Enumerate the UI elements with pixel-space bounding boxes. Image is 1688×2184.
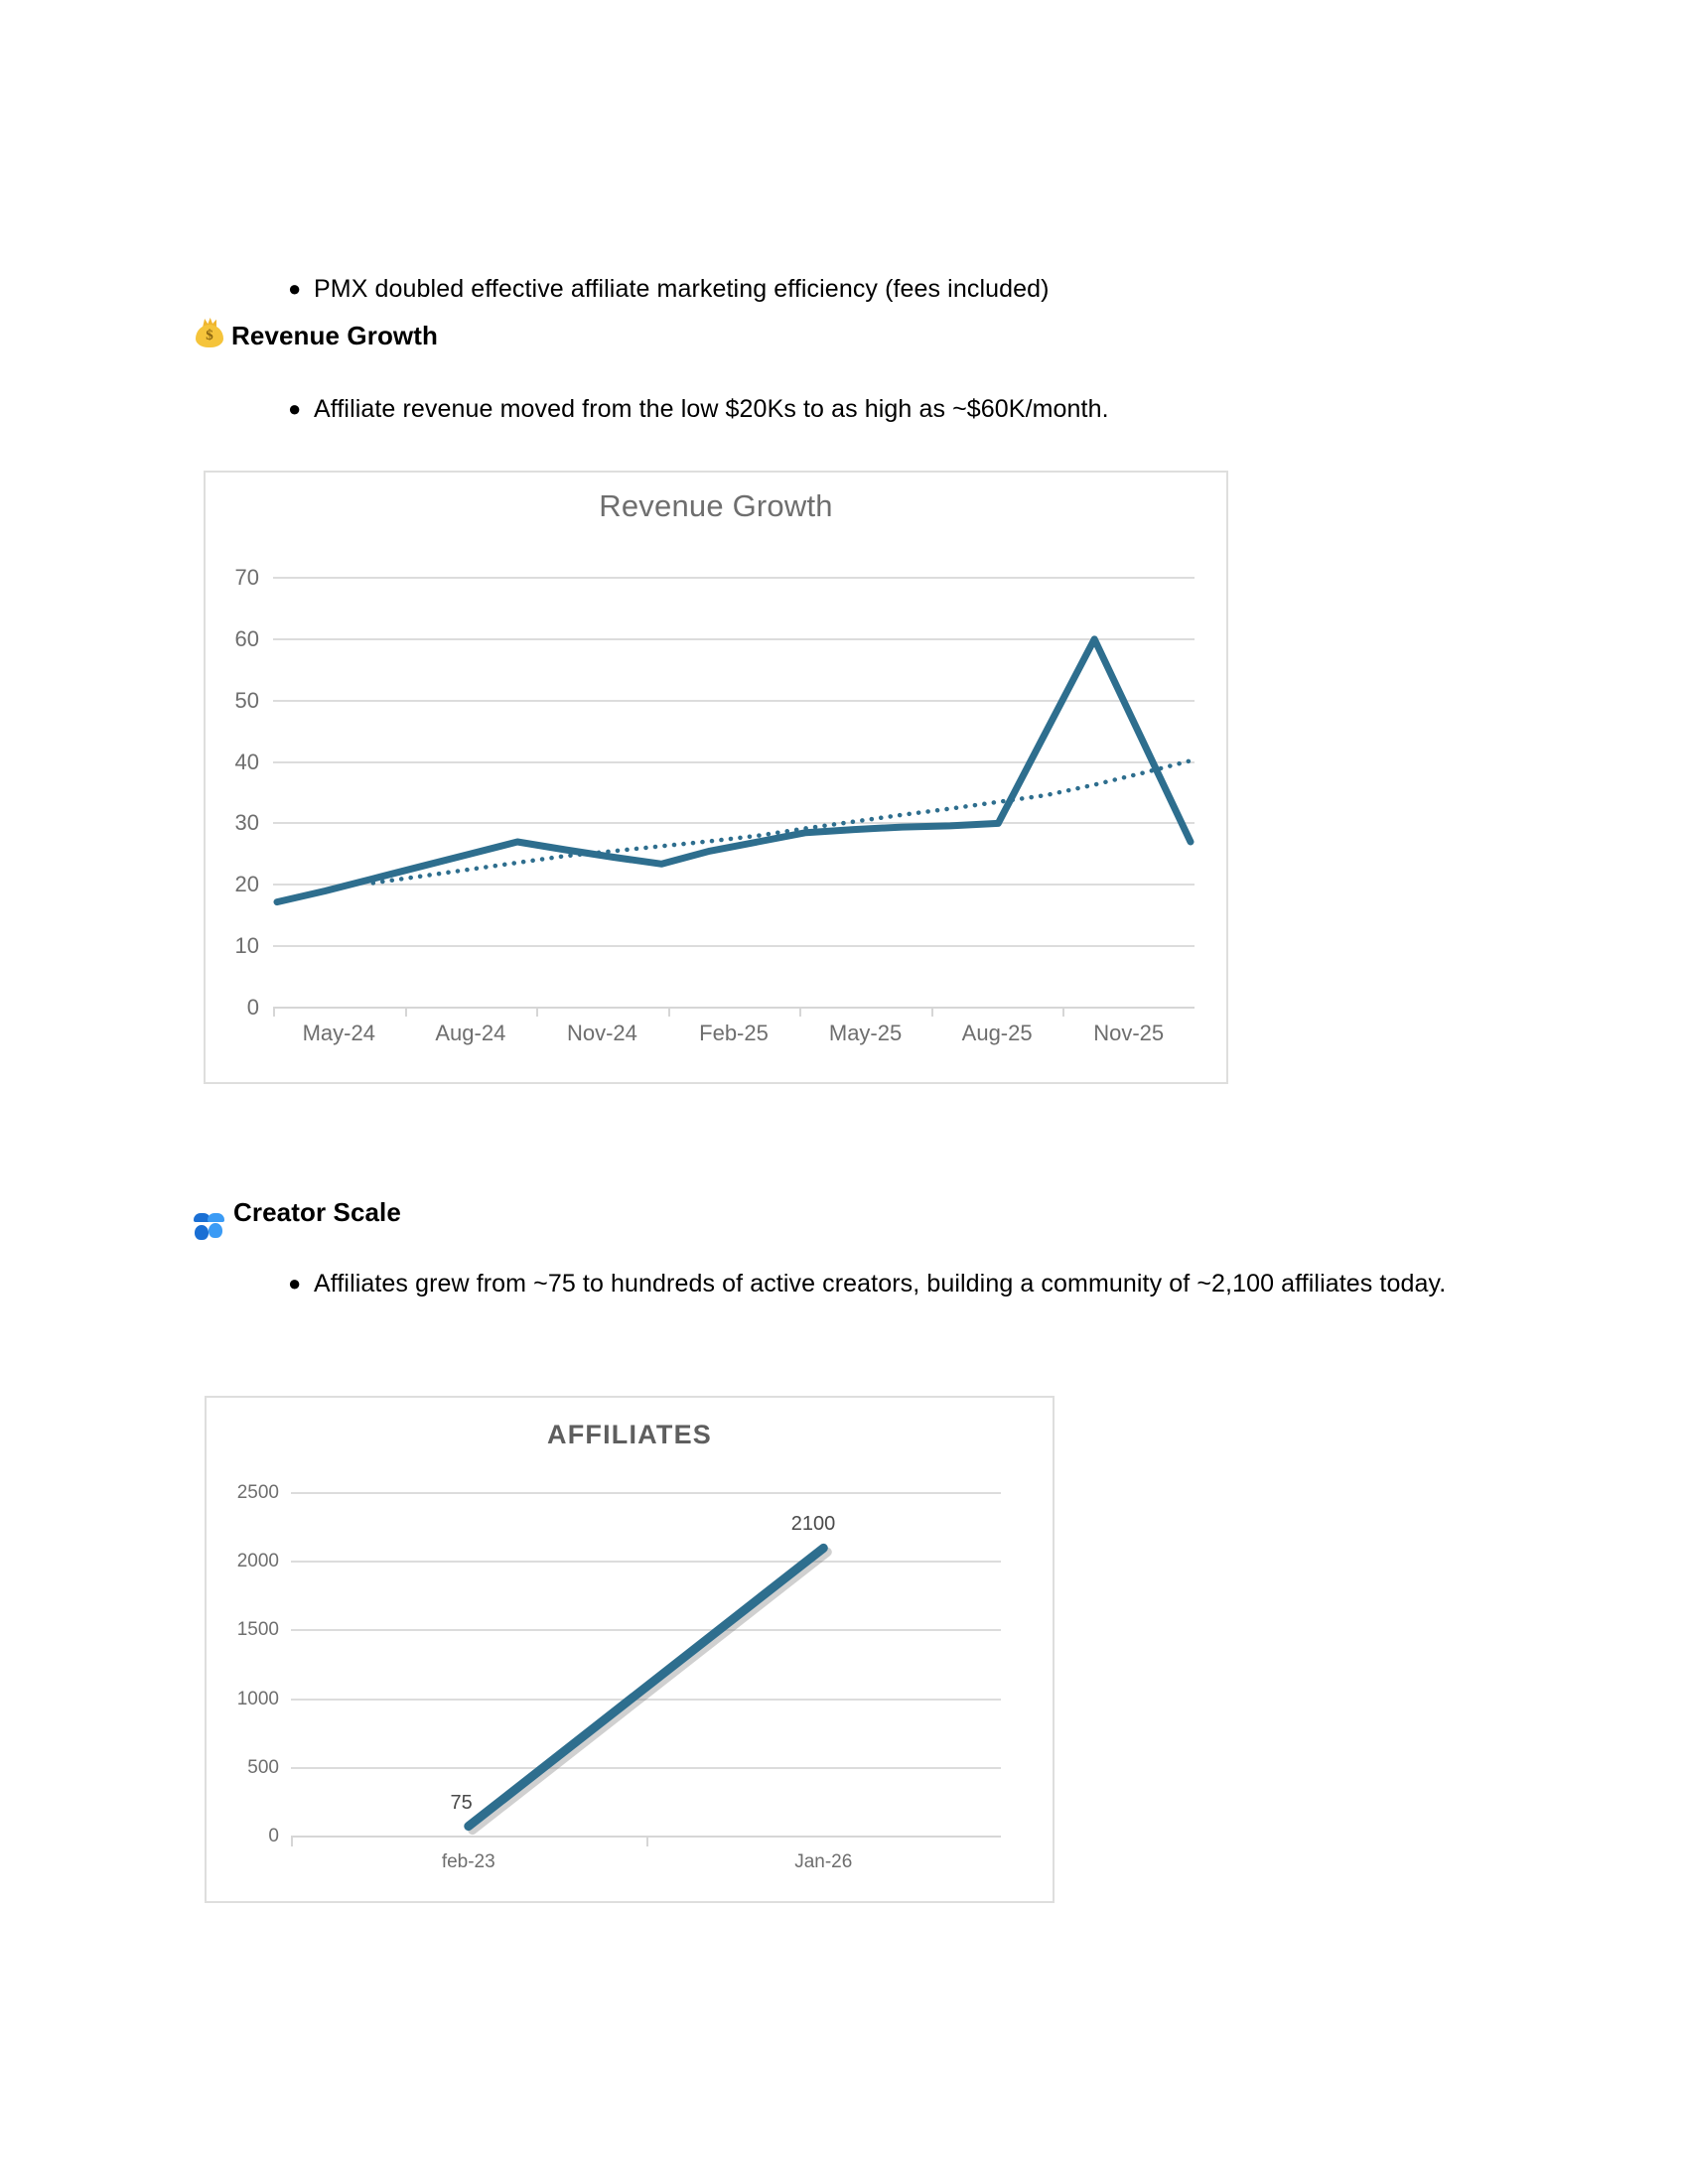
x-axis-tick-label: May-24 [302, 1021, 375, 1045]
section-heading-label: Creator Scale [233, 1197, 401, 1227]
x-axis-tick-label: Aug-24 [435, 1021, 506, 1045]
data-point-label: 2100 [790, 1513, 836, 1536]
list-item [288, 270, 1529, 309]
chart-plot-area [206, 473, 1230, 1086]
x-axis-tick-label: Nov-25 [1093, 1021, 1165, 1045]
y-axis-tick-label: 2500 [236, 1482, 279, 1503]
bullet-marker-icon: ● [288, 1271, 302, 1296]
x-axis-tick-label: Aug-25 [961, 1021, 1033, 1045]
bullet-marker-icon: ● [288, 276, 302, 301]
y-axis-tick-label: 30 [234, 810, 259, 836]
y-axis-tick-label: 0 [268, 1826, 279, 1846]
series-shadow [473, 1552, 828, 1830]
chart-plot-area [207, 1398, 1056, 1905]
list-item [288, 1265, 1460, 1303]
chart-affiliates [205, 1396, 1055, 1903]
section-heading-label: Revenue Growth [231, 321, 438, 350]
chart-title: AFFILIATES [547, 1420, 712, 1449]
x-axis-tick-label: Jan-26 [794, 1851, 853, 1872]
data-point-label: 75 [450, 1791, 473, 1814]
x-axis-tick-label: Feb-25 [699, 1021, 769, 1045]
y-axis-tick-label: 60 [234, 625, 259, 651]
series-line-affiliates [469, 1548, 824, 1826]
y-axis-tick-label: 1500 [236, 1619, 279, 1641]
x-axis-tick-label: Nov-24 [566, 1021, 637, 1045]
bullet-text: Affiliates grew from ~75 to hundreds of active creators, building a community of ~2,100 affiliates today. [314, 1270, 1447, 1297]
list-item [288, 390, 1529, 429]
y-axis-tick-label: 20 [234, 872, 259, 897]
x-axis-tick-label: feb-23 [441, 1851, 495, 1872]
y-axis-tick-label: 0 [246, 995, 259, 1020]
y-axis-tick-label: 10 [234, 933, 259, 959]
money-bag-emoji: $ [195, 316, 224, 355]
section-heading-revenue-growth [195, 316, 438, 355]
chart-series-layer [206, 473, 1230, 1086]
series-line-revenue [277, 639, 1191, 902]
busts-in-silhouette-emoji [195, 1194, 226, 1230]
chart-series-layer [207, 1398, 1056, 1905]
y-axis-tick-label: 500 [247, 1756, 279, 1778]
x-axis-tick-label: May-25 [828, 1021, 903, 1045]
chart-revenue-growth [204, 471, 1228, 1084]
y-axis-tick-label: 50 [234, 687, 259, 713]
bullet-text: PMX doubled effective affiliate marketing efficiency (fees included) [314, 275, 1050, 303]
series-line-trendline [373, 760, 1191, 883]
bullet-marker-icon: ● [288, 396, 302, 421]
chart-title: Revenue Growth [599, 488, 833, 523]
section-heading-creator-scale [195, 1194, 401, 1230]
y-axis-tick-label: 70 [234, 565, 259, 590]
bullet-text: Affiliate revenue moved from the low $20Ks to as high as ~$60K/month. [314, 395, 1109, 423]
y-axis-tick-label: 2000 [236, 1551, 279, 1572]
y-axis-tick-label: 1000 [236, 1688, 279, 1709]
y-axis-tick-label: 40 [234, 749, 259, 774]
